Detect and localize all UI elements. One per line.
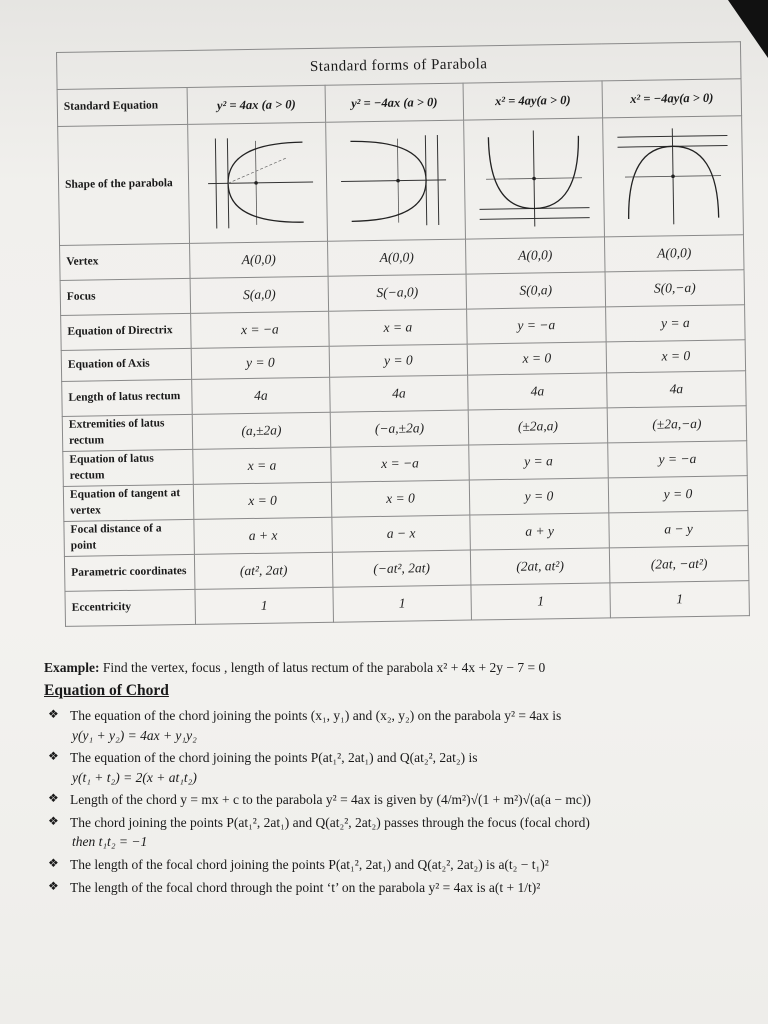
- table-cell: a + y: [470, 513, 610, 550]
- row-label: Equation of latus rectum: [63, 449, 194, 486]
- diamond-bullet-icon: ❖: [48, 707, 59, 722]
- parabola-right-diagram: [197, 132, 319, 234]
- row-label: Vertex: [60, 243, 191, 280]
- notes-content: [44, 658, 734, 900]
- column-header: x² = −4ay(a > 0): [602, 79, 742, 118]
- table-cell: y = −a: [608, 441, 748, 478]
- table-cell: x = a: [329, 309, 468, 346]
- table-cell: y = 0: [608, 476, 748, 513]
- table-cell: x = 0: [606, 340, 745, 373]
- list-item: [48, 748, 734, 787]
- table-cell: A(0,0): [328, 239, 467, 276]
- parabola-shape-up: [464, 118, 605, 239]
- table-cell: x = −a: [331, 445, 470, 482]
- list-item-text: The length of the focal chord through the point ‘t’ on the parabola y² = 4ax is a(t + 1/t)²: [70, 879, 541, 895]
- row-label: Shape of the parabola: [58, 124, 190, 245]
- diamond-bullet-icon: ❖: [48, 749, 59, 764]
- table-cell: S(−a,0): [328, 274, 467, 311]
- row-label: Equation of Directrix: [61, 313, 192, 350]
- table-cell: 4a: [192, 377, 331, 414]
- parabola-down-diagram: [612, 125, 734, 227]
- row-label: Equation of tangent at vertex: [63, 484, 194, 521]
- parabola-table-sheet: [56, 41, 749, 642]
- row-label: Equation of Axis: [61, 348, 191, 381]
- table-cell: A(0,0): [604, 235, 744, 272]
- parabola-up-diagram: [473, 128, 595, 230]
- example-line: [44, 658, 734, 678]
- list-item-text: The length of the focal chord joining the points P(at₁², 2at₁) and Q(at₂², 2at₂) is a(t₂ − t₁)²: [70, 856, 549, 872]
- example-text: Find the vertex, focus , length of latus rectum of the parabola x² + 4x + 2y − 7 = 0: [102, 660, 546, 675]
- table-cell: 1: [471, 583, 611, 620]
- parabola-left-diagram: [335, 130, 457, 232]
- list-item-formula: y(t₁ + t₂) = 2(x + at₁t₂): [72, 769, 197, 785]
- list-item-text: The chord joining the points P(at₁², 2at₁) and Q(at₂², 2at₂) passes through the focus (focal chord): [70, 814, 590, 830]
- table-cell: (±2a,a): [468, 408, 608, 445]
- row-label: Focus: [60, 278, 191, 315]
- table-cell: A(0,0): [465, 237, 605, 274]
- table-cell: y = 0: [469, 478, 609, 515]
- row-label: Length of latus rectum: [62, 379, 193, 416]
- diamond-bullet-icon: ❖: [48, 791, 59, 806]
- parabola-shape-right: [188, 122, 328, 243]
- list-item-formula: y(y₁ + y₂) = 4ax + y₁y₂: [72, 727, 197, 743]
- table-cell: a − y: [609, 511, 749, 548]
- list-item: [48, 813, 734, 852]
- table-cell: x = −a: [191, 311, 330, 348]
- table-cell: x = 0: [193, 482, 332, 519]
- table-cell: y = 0: [191, 346, 329, 379]
- table-cell: 4a: [468, 373, 608, 410]
- table-cell: 4a: [330, 375, 469, 412]
- table-cell: x = 0: [467, 342, 606, 375]
- column-header: y² = 4ax (a > 0): [187, 85, 326, 124]
- column-header: x² = 4ay(a > 0): [463, 81, 603, 120]
- table-cell: 1: [333, 585, 472, 622]
- table-cell: x = a: [193, 447, 332, 484]
- list-item: [48, 878, 734, 898]
- table-cell: (−a,±2a): [330, 410, 469, 447]
- row-label: Extremities of latus rectum: [62, 414, 193, 451]
- table-row-shape: [58, 116, 744, 246]
- table-cell: x = 0: [331, 480, 470, 517]
- column-header: y² = −4ax (a > 0): [325, 83, 464, 122]
- row-label: Standard Equation: [57, 87, 188, 126]
- table-cell: a + x: [194, 517, 333, 554]
- table-cell: S(a,0): [190, 276, 329, 313]
- list-item-text: The equation of the chord joining the points (x₁, y₁) and (x₂, y₂) on the parabola y² = 4ax is: [70, 708, 562, 724]
- chord-list: [44, 706, 734, 897]
- table-cell: y = a: [606, 305, 746, 342]
- table-cell: S(0,−a): [605, 270, 745, 307]
- diamond-bullet-icon: ❖: [48, 878, 59, 893]
- table-cell: 4a: [607, 371, 747, 408]
- row-label: Focal distance of a point: [64, 519, 195, 556]
- parabola-shape-left: [326, 120, 466, 241]
- parabola-shape-down: [603, 116, 744, 237]
- table-cell: y = −a: [467, 307, 607, 344]
- table-cell: S(0,a): [466, 272, 606, 309]
- table-cell: 1: [610, 581, 750, 618]
- section-heading: Equation of Chord: [44, 681, 169, 699]
- table-cell: A(0,0): [190, 241, 329, 278]
- list-item: [48, 706, 734, 745]
- list-item-text: The equation of the chord joining the points P(at₁², 2at₁) and Q(at₂², 2at₂) is: [70, 750, 478, 766]
- table-cell: y = a: [469, 443, 609, 480]
- row-label: Parametric coordinates: [64, 554, 195, 591]
- table-cell: (2at, −at²): [609, 546, 749, 583]
- table-cell: (2at, at²): [470, 548, 610, 585]
- list-item-text: Length of the chord y = mx + c to the parabola y² = 4ax is given by (4/m²)√(1 + m²)√(a(a − mc)): [70, 792, 591, 808]
- diamond-bullet-icon: ❖: [48, 855, 59, 870]
- table-cell: a − x: [332, 515, 471, 552]
- table-cell: y = 0: [329, 344, 467, 377]
- table-title: Standard forms of Parabola: [57, 42, 741, 90]
- list-item: [48, 855, 734, 875]
- example-prefix: Example:: [44, 660, 100, 675]
- standard-forms-table: [56, 41, 750, 627]
- list-item: [48, 790, 734, 810]
- table-cell: (at², 2at): [194, 552, 333, 589]
- table-cell: (a,±2a): [192, 412, 331, 449]
- table-cell: (−at², 2at): [332, 550, 471, 587]
- table-cell: (±2a,−a): [607, 406, 747, 443]
- diamond-bullet-icon: ❖: [48, 813, 59, 828]
- table-cell: 1: [195, 587, 334, 624]
- row-label: Eccentricity: [65, 589, 196, 626]
- list-item-formula: then t₁t₂ = −1: [72, 834, 148, 850]
